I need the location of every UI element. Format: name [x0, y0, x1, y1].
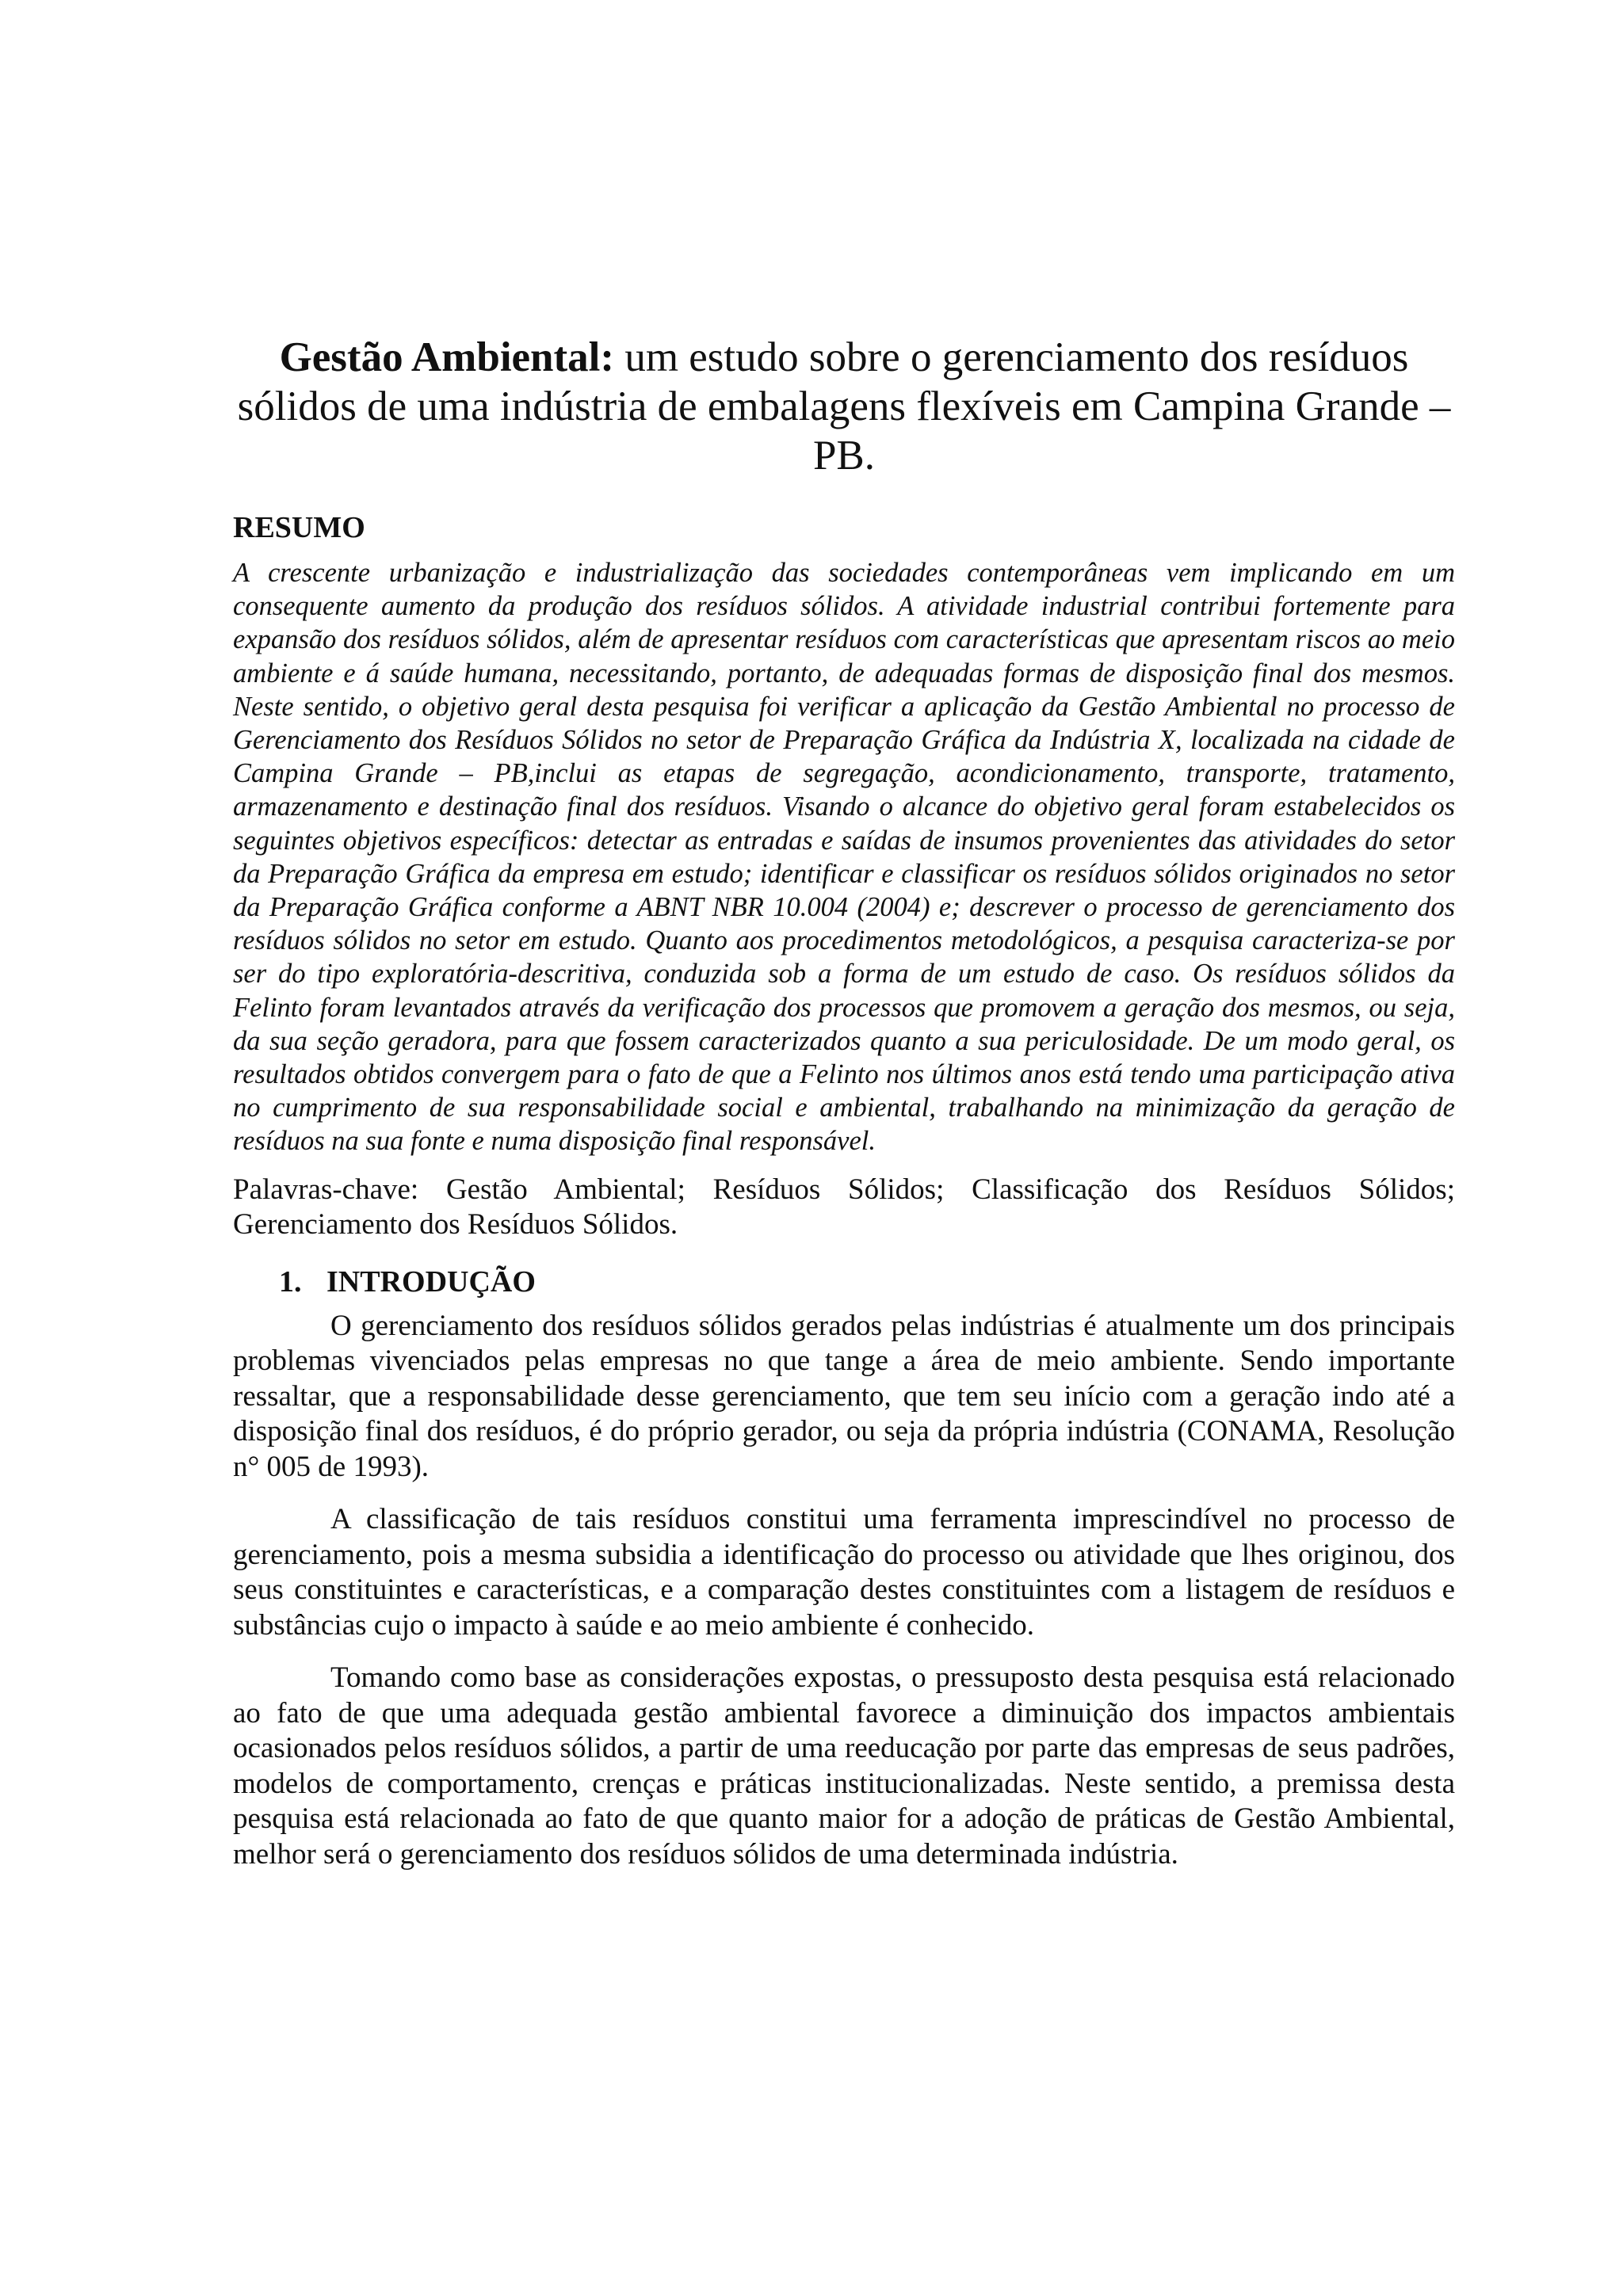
title-bold-part: Gestão Ambiental:: [279, 334, 615, 380]
section-title: INTRODUÇÃO: [327, 1264, 536, 1299]
introduction-heading: [279, 1264, 1455, 1299]
keywords: Palavras-chave: Gestão Ambiental; Resíduos Sólidos; Classificação dos Resíduos Sólidos; Gerenciamento dos Resíduos Sólidos.: [233, 1173, 1455, 1241]
paper-title: [233, 333, 1455, 480]
intro-paragraph-1: O gerenciamento dos resíduos sólidos gerados pelas indústrias é atualmente um dos principais problemas vivenciados pelas empresas no que tange a área de meio ambiente. Sendo importante ressaltar, que a responsabilidade desse gerenciamento, que tem seu início com a geração indo até a disposição final dos resíduos, é do próprio gerador, ou seja da própria indústria (CONAMA, Resolução n° 005 de 1993).: [233, 1309, 1455, 1483]
intro-paragraph-2: A classificação de tais resíduos constitui uma ferramenta imprescindível no processo de gerenciamento, pois a mesma subsidia a identificação do processo ou atividade que lhes originou, dos seus constituintes e características, e a comparação destes constituintes com a listagem de resíduos e substâncias cujo o impacto à saúde e ao meio ambiente é conhecido.: [233, 1503, 1455, 1642]
abstract-heading: RESUMO: [233, 511, 365, 544]
abstract-text: A crescente urbanização e industrialização das sociedades contemporâneas vem implicando em um consequente aumento da produção dos resíduos sólidos. A atividade industrial contribui fortemente para expansão dos resíduos sólidos, além de apresentar resíduos com características que apresentam riscos ao meio ambiente e á saúde humana, necessitando, portanto, de adequadas formas de disposição final dos mesmos. Neste sentido, o objetivo geral desta pesquisa foi verificar a aplicação da Gestão Ambiental no processo de Gerenciamento dos Resíduos Sólidos no setor de Preparação Gráfica da Indústria X, localizada na cidade de Campina Grande – PB,inclui as etapas de segregação, acondicionamento, transporte, tratamento, armazenamento e destinação final dos resíduos. Visando o alcance do objetivo geral foram estabelecidos os seguintes objetivos específicos: detectar as entradas e saídas de insumos provenientes das atividades do setor da Preparação Gráfica da empresa em estudo; identificar e classificar os resíduos sólidos originados no setor da Preparação Gráfica conforme a ABNT NBR 10.004 (2004) e; descrever o processo de gerenciamento dos resíduos sólidos no setor em estudo. Quanto aos procedimentos metodológicos, a pesquisa caracteriza-se por ser do tipo exploratória-descritiva, conduzida sob a forma de um estudo de caso. Os resíduos sólidos da Felinto foram levantados através da verificação dos processos que promovem a geração dos mesmos, ou seja, da sua seção geradora, para que fossem caracterizados quanto a sua periculosidade. De um modo geral, os resultados obtidos convergem para o fato de que a Felinto nos últimos anos está tendo uma participação ativa no cumprimento de sua responsabilidade social e ambiental, trabalhando na minimização da geração de resíduos na sua fonte e numa disposição final responsável.: [233, 558, 1455, 1157]
title-rest: um estudo sobre o gerenciamento dos resíduos sólidos de uma indústria de embalagens flexíveis em Campina Grande – PB.: [237, 334, 1451, 479]
intro-paragraph-3: Tomando como base as considerações expostas, o pressuposto desta pesquisa está relacionado ao fato de que uma adequada gestão ambiental favorece a diminuição dos impactos ambientais ocasionados pelos resíduos sólidos, a partir de uma reeducação por parte das empresas de seus padrões, modelos de comportamento, crenças e práticas institucionalizadas. Neste sentido, a premissa desta pesquisa está relacionada ao fato de que quanto maior for a adoção de práticas de Gestão Ambiental, melhor será o gerenciamento dos resíduos sólidos de uma determinada indústria.: [233, 1661, 1455, 1871]
section-number: 1.: [279, 1264, 302, 1299]
paper-page: [233, 333, 1455, 1890]
